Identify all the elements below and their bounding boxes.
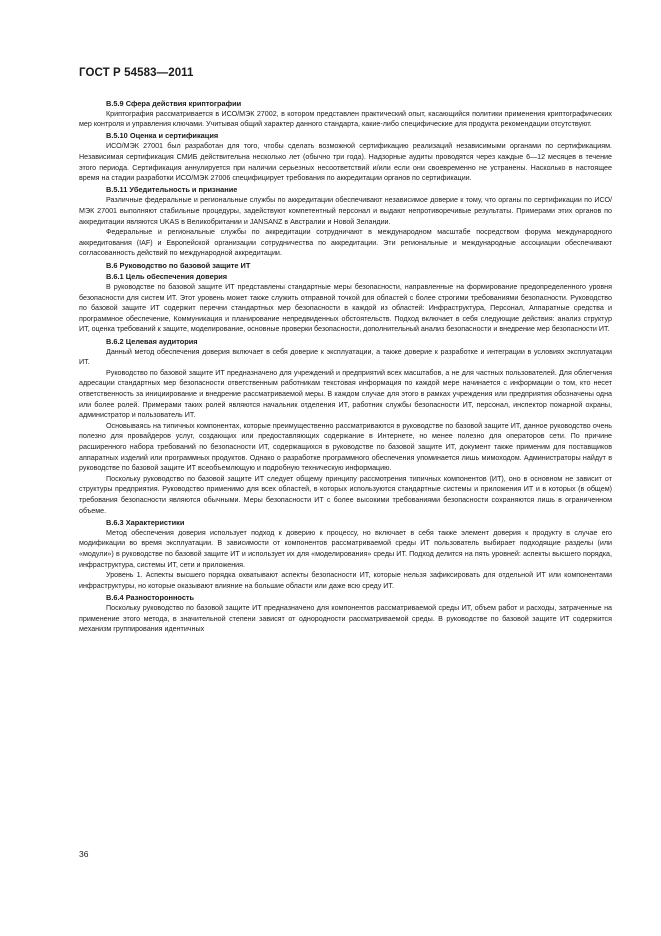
section-heading: В.5.11 Убедительность и признание [106,185,238,195]
document-header: ГОСТ Р 54583—2011 [79,67,194,79]
paragraph: Федеральные и региональные службы по аккредитации сотрудничают в международном масштабе посредством форума международного аккредитования (IAF) и Европейской организации сотрудничества по аккредитации. Эти региональные и международные ассоциации обеспечивают согласованность действий по международной аккредитации. [79,228,612,258]
paragraph: Криптография рассматривается в ИСО/МЭК 27002, в котором представлен практический опыт, касающийся политики применения криптографических мер контроля и управления ключами. Учитывая общий характер данного стандарта, какие-либо специфические для продукта рекомендации отсутствуют. [79,109,612,129]
paragraph: Метод обеспечения доверия использует подход к доверию к процессу, но включает в себя также элемент доверия к продукту в случае его модификации во время эксплуатации. В зависимости от компонентов рассматриваемой среды ИТ пользователь выбирает подходящие разделы (или «модули») в руководстве по базовой защите ИТ и использует их для «моделирования» среды ИТ. Подход делится на пять уровней: аспекты высшего порядка, инфраструктура, системы ИТ, сети и приложения. [79,528,612,569]
paragraph: Данный метод обеспечения доверия включает в себя доверие к эксплуатации, а также доверие к разработке и интеграции в условиях эксплуатации ИТ. [79,347,612,367]
section-heading: В.6 Руководство по базовой защите ИТ [106,260,251,270]
paragraph: Основываясь на типичных компонентах, которые преимущественно рассматриваются в руководстве по базовой защите ИТ, данное руководство очень полезно для провайдеров услуг, создающих или предоставляющих содержание в Интернете, но менее полезно для операторов сети. По причине расширенного набора требований по безопасности ИТ, содержащихся в руководстве по базовой защите ИТ, документ также применим для поставщиков аппаратных изделий или программных продуктов. Однако о разработке программного обеспечения упоминается лишь мимоходом. Администраторы найдут в руководстве по базовой защите ИТ всеобъемлющую и подробную техническую информацию. [79,421,612,473]
paragraph: Уровень 1. Аспекты высшего порядка охватывают аспекты безопасности ИТ, которые нельзя зафиксировать для отдельной ИТ или компонентами инфраструктуры, но которые оказывают влияние на большие области или даже всю среду ИТ. [79,571,612,590]
page-number: 36 [79,849,89,859]
document-body [79,97,612,635]
paragraph: Поскольку руководство по базовой защите ИТ предназначено для компонентов рассматриваемой среды ИТ, объем работ и расходы, затраченные на применение этого метода, в значительной степени зависят от однородности рассматриваемой среды. В руководстве по базовой защите ИТ содержится механизм группирования идентичных [79,603,612,634]
paragraph: Руководство по базовой защите ИТ предназначено для учреждений и предприятий всех масштабов, а не для частных пользователей. Для облегчения адресации стандартных мер безопасности ответственным работникам текстовая информация по каждой мере начинается с информации о том, кто несет ответственность за инициирование и внедрение рассматриваемой меры. В каждом случае для этого в рамках учреждения или предприятия обозначены одна или более ролей. Примерами таких ролей являются начальник отделения ИТ, работник службы безопасности ИТ, персонал, инспектор пожарной охраны, администратор и пользователь ИТ. [79,368,612,420]
section-heading: В.6.3 Характеристики [106,517,185,527]
section-heading: В.5.9 Сфера действия криптографии [106,98,242,108]
section-heading: В.5.10 Оценка и сертификация [106,131,219,141]
paragraph: Различные федеральные и региональные службы по аккредитации обеспечивают независимое доверие к тому, что органы по сертификации по ИСО/МЭК 27001 выполняют стабильные процедуры, задействуют компетентный персонал и выдают непротиворечивые результаты. Примерами этих органов по аккредитации являются UKAS в Великобритании и JANSANZ в Австралии и Новой Зеландии. [79,196,612,226]
paragraph: Поскольку руководство по базовой защите ИТ следует общему принципу рассмотрения типичных компонентов (ИТ), оно в основном не зависит от структуры предприятия. Руководство применимо для всех областей, в которых используются стандартные системы и приложения ИТ и в которых (в общем) требования безопасности являются обычными. Меры безопасности ИТ с более высокими требованиями безопасности сохраняются лишь в ограниченном объеме. [79,474,612,515]
section-heading: В.6.1 Цель обеспечения доверия [106,272,228,282]
section-heading: В.6.2 Целевая аудитория [106,336,198,346]
section-heading: В.6.4 Разносторонность [106,592,195,602]
paragraph: ИСО/МЭК 27001 был разработан для того, чтобы сделать возможной сертификацию реализаций независимыми органами по сертификациям. Независимая сертификация СМИБ действительна несколько лет (обычно три года). Надзорные аудиты проводятся через каждые 6—12 месяцев в течение этого периода. Сертификация аннулируется при наличии серьезных несоответствий и/или если они своевременно не устранены. Насколько в настоящее время на стадии разработки ИСО/МЭК 27006 специфицирует требования по аккредитации органов по сертификации. [79,142,612,183]
paragraph: В руководстве по базовой защите ИТ представлены стандартные меры безопасности, направленные на формирование предопределенного уровня безопасности для систем ИТ. Этот уровень может также служить отправной точкой для областей с более строгими требованиями безопасности. Руководство по базовой защите ИТ содержит перечни стандартных мер безопасности в каждой из областей: Инфраструктура, Персонал, Аппаратные средства и программное обеспечение, Коммуникация и планирование непредвиденных обстоятельств. Подход включает в себя следующие действия: анализ структур ИТ, оценка требований к защите, моделирование, основные проверки безопасности, дополнительный анализ безопасности и внедрение мер безопасности ИТ. [79,283,612,334]
